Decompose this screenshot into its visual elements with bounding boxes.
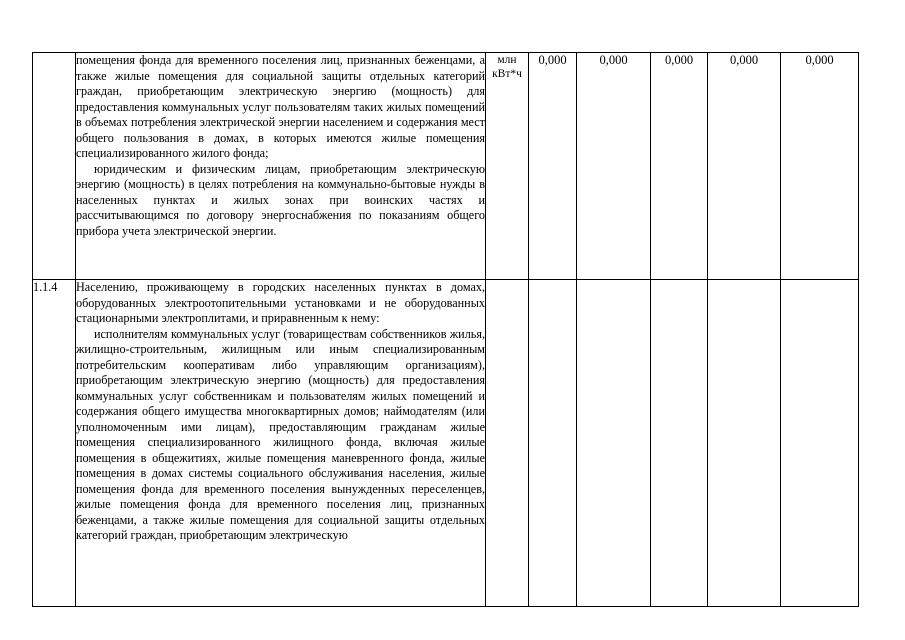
description-paragraph: Населению, проживающему в городских населенных пунктах в домах, оборудованных электроотопительными установками и не оборудованных стационарными электроплитами, и приравненным к нему:	[76, 280, 485, 325]
value-cell	[529, 280, 577, 607]
row-number	[33, 53, 76, 280]
value-cell: 0,000	[577, 53, 651, 280]
value-cell	[781, 280, 859, 607]
value-cell	[708, 280, 781, 607]
tariff-table	[32, 52, 859, 607]
value-cell: 0,000	[781, 53, 859, 280]
table-row	[33, 280, 859, 607]
description-paragraph: исполнителям коммунальных услуг (товариществам собственников жилья, жилищно-строительным, жилищным или иным специализированным потребительским кооперативам либо управляющим организациям), приобретающим электрическую энергию (мощность) для предоставления коммунальных услуг собственникам и пользователям жилых помещений и содержания общего имущества многоквартирных домов; наймодателям (или уполномоченным ими лицам), предоставляющим гражданам жилые помещения специализированного жилищного фонда, включая жилые помещения в общежитиях, жилые помещения маневренного фонда, жилые помещения в домах системы социального обслуживания населения, жилые помещения фонда для временного поселения вынужденных переселенцев, жилые помещения фонда для временного поселения лиц, признанных беженцами, а также жилые помещения для социальной защиты отдельных категорий граждан, приобретающим электрическую	[76, 326, 485, 542]
table-row	[33, 53, 859, 280]
description-paragraph: юридическим и физическим лицам, приобретающим электрическую энергию (мощность) в целях потребления на коммунально-бытовые нужды в населенных пунктах и жилых зонах при воинских частях и рассчитывающимся по договору энергоснабжения по показаниям общего прибора учета электрической энергии.	[76, 161, 485, 238]
unit-cell	[486, 280, 529, 607]
description-paragraph: помещения фонда для временного поселения лиц, признанных беженцами, а также жилые помещения для социальной защиты отдельных категорий граждан, приобретающим электрическую энергию (мощность) для предоставления коммунальных услуг пользователям таких жилых помещений в объемах потребления электрической энергии населением и содержания мест общего пользования в домах, в которых имеются жилые помещения специализированного жилого фонда;	[76, 53, 485, 160]
value-cell: 0,000	[708, 53, 781, 280]
value-cell	[577, 280, 651, 607]
unit-label: млн	[497, 54, 517, 66]
unit-cell	[486, 53, 529, 280]
value-cell	[651, 280, 708, 607]
row-number: 1.1.4	[33, 280, 76, 607]
value-cell: 0,000	[529, 53, 577, 280]
unit-label: кВт*ч	[492, 68, 522, 80]
row-description	[76, 280, 486, 607]
row-description	[76, 53, 486, 280]
value-cell: 0,000	[651, 53, 708, 280]
